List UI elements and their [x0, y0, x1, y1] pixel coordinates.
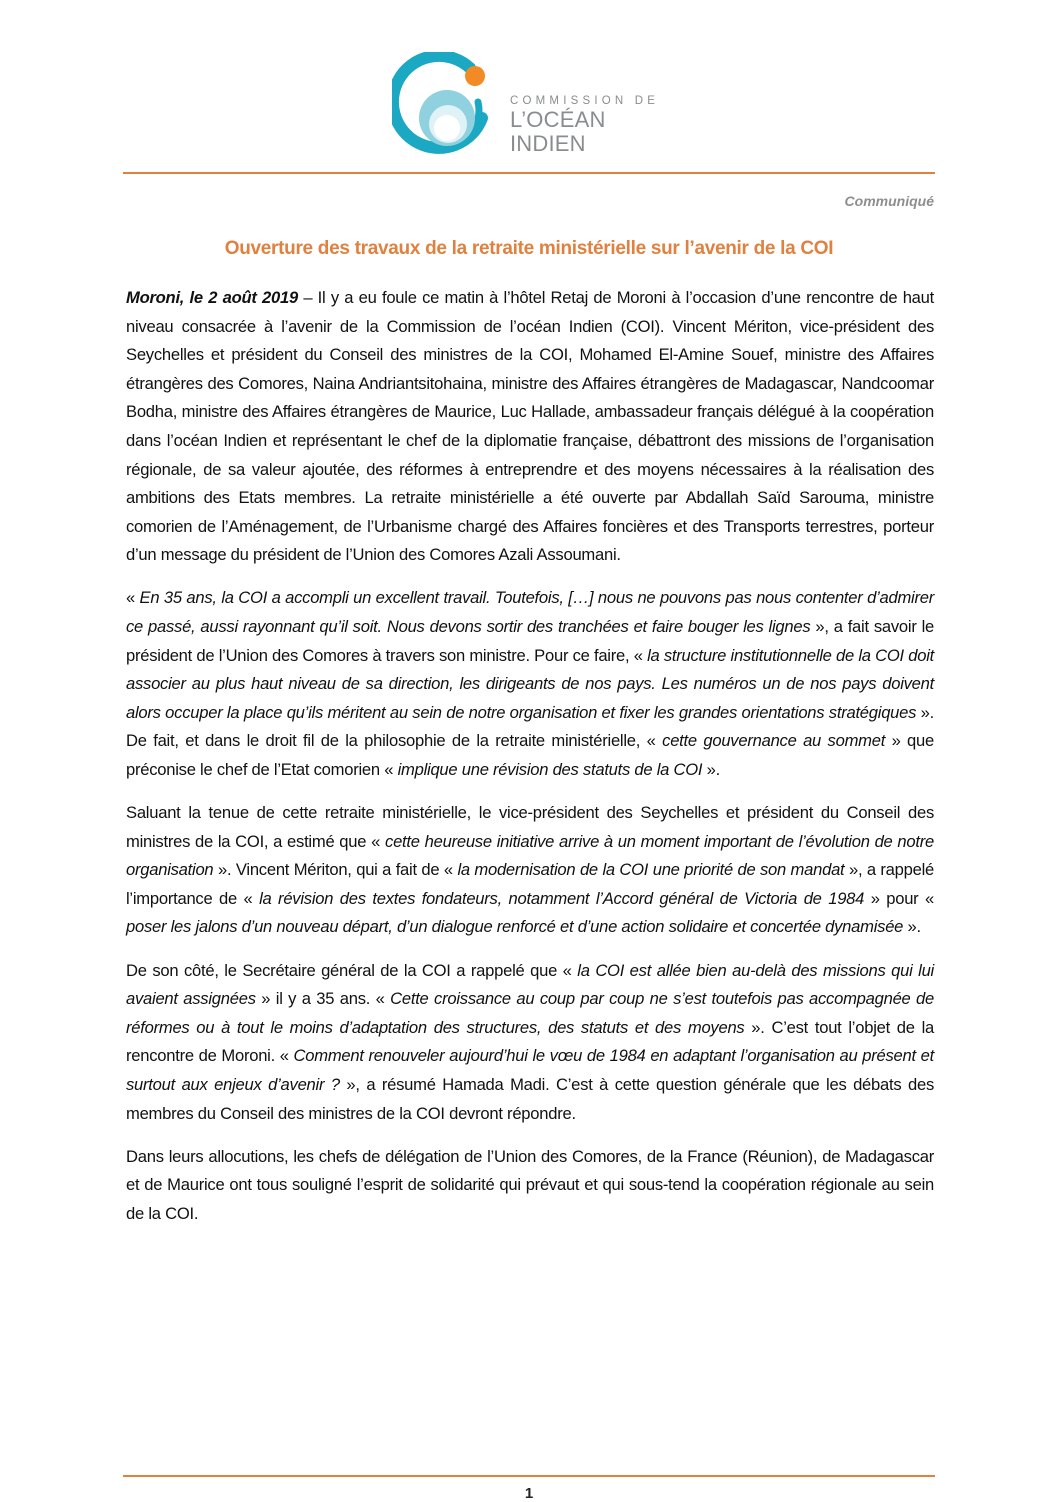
text-run: ». C’est tout l’objet de la rencontre de Moroni. « — [126, 1017, 934, 1066]
text-run: », a fait savoir le président de l’Union des Comores à travers son ministre. Pour ce faire, « — [126, 617, 935, 665]
quote: la COI est allée bien au-delà des missions qui lui avaient assignées — [126, 960, 934, 1009]
dateline: Moroni, le 2 août 2019 — [126, 288, 298, 307]
quote: poser les jalons d’un nouveau départ, d’un dialogue renforcé et d’une action solidaire et concertée dynamisée — [126, 917, 904, 937]
paragraph-text: – Il y a eu foule ce matin à l’hôtel Retaj de Moroni à l’occasion d’une rencontre de haut niveau consacrée à l’avenir de la Commission de l’océan Indien (COI). Vincent Mériton, vice-président des Seychelles et président du Conseil des ministres de la COI, Mohamed El-Amine Souef, ministre des Affaires étrangères des Comores, Naina Andriantsitohaina, ministre des Affaires étrangères de Madagascar, Nandcoomar Bodha, ministre des Affaires étrangères de Maurice, Luc Hallade, ambassadeur français délégué à la coopération dans l’océan Indien et représentant le chef de la diplomatie française, débattront des missions de l’organisation régionale, de sa valeur ajoutée, des réformes à entreprendre et des moyens nécessaires à la réalisation des ambitions des Etats membres. La retraite ministérielle a été ouverte par Abdallah Saïd Sarouma, ministre comorien de l’Aménagement, de l’Urbanisme chargé des Affaires foncières et des Transports terrestres, porteur d’un message du président de l’Union des Comores Azali Assoumani. — [126, 288, 935, 565]
page-number: 1 — [524, 1485, 534, 1502]
paragraph-4 — [126, 957, 934, 1129]
paragraph-text: Dans leurs allocutions, les chefs de délégation de l’Union des Comores, de la France (Réunion), de Madagascar et de Maurice ont tous souligné l’esprit de solidarité qui prévaut et qui sous-tend la coopération régionale au sein de la COI. — [126, 1146, 934, 1223]
text-run: Saluant la tenue de cette retraite ministérielle, le vice-président des Seychelles et président du Conseil des ministres de la COI, a estimé que « — [126, 803, 934, 851]
quote: cette heureuse initiative arrive à un moment important de l’évolution de notre organisation — [126, 831, 934, 880]
coi-swirl-icon — [392, 52, 500, 160]
article-body — [126, 284, 934, 1243]
text-run: », a rappelé l’importance de « — [126, 860, 934, 908]
coi-logo — [392, 52, 682, 162]
text-run: ». De fait, et dans le droit fil de la philosophie de la retraite ministérielle, « — [126, 702, 934, 751]
logo-line-1: COMMISSION DE — [510, 95, 660, 107]
logo-wordmark — [510, 94, 682, 156]
text-run: » pour « — [864, 888, 934, 908]
paragraph-3 — [126, 799, 934, 942]
quote: la modernisation de la COI une priorité de son mandat — [457, 860, 845, 880]
quote: implique une révision des statuts de la COI — [397, 760, 703, 779]
text-run: ». — [702, 760, 720, 779]
paragraph-2 — [126, 584, 934, 784]
quote: En 35 ans, la COI a accompli un excellent travail. Toutefois, […] nous ne pouvons pas nous contenter d’admirer ce passé, aussi rayonnant qu’il soit. Nous devons sortir des tranchées et faire bouger les lignes — [126, 588, 935, 637]
paragraph-5 — [126, 1143, 934, 1229]
page-title: Ouverture des travaux de la retraite ministérielle sur l’avenir de la COI — [224, 238, 834, 259]
footer-divider — [123, 1475, 935, 1477]
text-run: De son côté, le Secrétaire général de la COI a rappelé que « — [126, 960, 578, 980]
quote: Comment renouveler aujourd’hui le vœu de 1984 en adaptant l’organisation au présent et surtout aux enjeux d’avenir ? — [126, 1046, 935, 1094]
text-run: », a résumé Hamada Madi. C’est à cette question générale que les débats des membres du Conseil des ministres de la COI devront répondre. — [126, 1074, 934, 1123]
text-run: « — [126, 588, 140, 608]
text-run: ». — [903, 917, 921, 937]
paragraph-1 — [126, 284, 934, 570]
header-divider — [123, 172, 935, 174]
quote: Cette croissance au coup par coup ne s’est toutefois pas accompagnée de réformes ou à tout le moins d’adaptation des structures, des statuts et des moyens — [126, 989, 935, 1037]
quote: la révision des textes fondateurs, notamment l’Accord général de Victoria de 1984 — [259, 888, 865, 908]
text-run: » il y a 35 ans. « — [255, 989, 391, 1009]
quote: cette gouvernance au sommet — [662, 731, 886, 751]
text-run: ». Vincent Mériton, qui a fait de « — [213, 860, 458, 880]
document-type-label: Communiqué — [844, 193, 934, 209]
text-run: » que préconise le chef de l’Etat comorien « — [126, 731, 934, 779]
quote: la structure institutionnelle de la COI doit associer au plus haut niveau de sa direction, les dirigeants de nos pays. Les numéros un de nos pays doivent alors occuper la place qu’ils méritent au sein de notre organisation et fixer les grandes orientations stratégiques — [126, 645, 934, 722]
logo-line-2: L’OCÉAN INDIEN — [510, 107, 606, 156]
